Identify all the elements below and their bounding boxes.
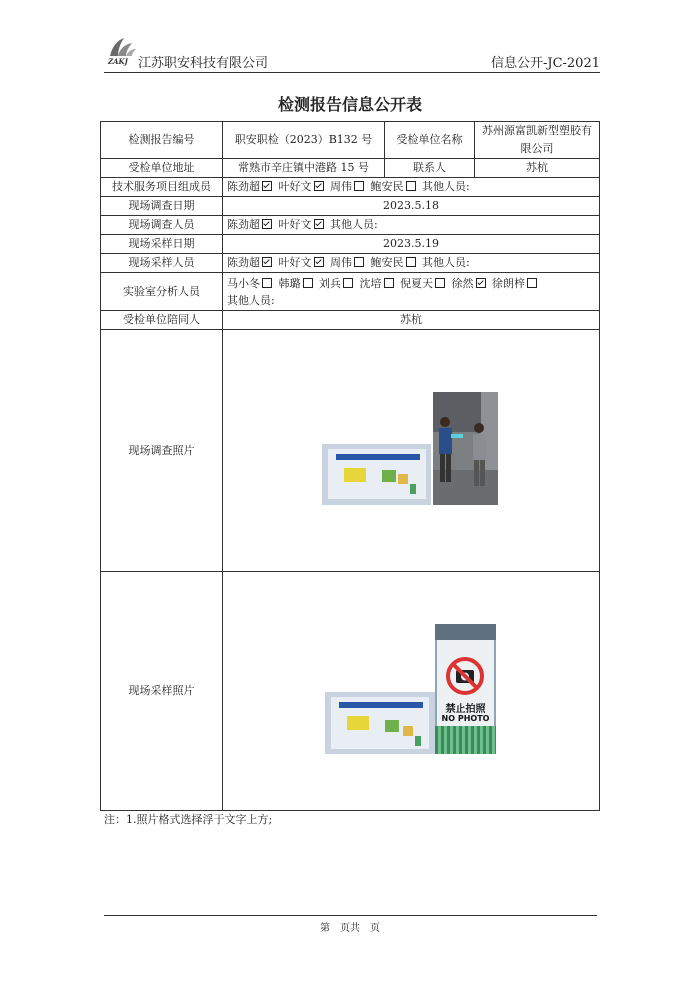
table-row <box>101 216 600 235</box>
company-logo <box>104 34 138 66</box>
member-name: 陈劲超 <box>227 218 260 231</box>
member-name: 倪夏天 <box>400 276 433 290</box>
sample-staff <box>223 254 600 273</box>
checkbox[interactable] <box>314 219 324 229</box>
document-id: 信息公开-JC-2021 <box>490 56 600 71</box>
table-row <box>101 197 600 216</box>
survey-staff-label: 现场调查人员 <box>101 216 223 235</box>
table-row <box>101 273 600 311</box>
member-name: 刘兵 <box>319 276 341 290</box>
checkbox[interactable] <box>527 278 537 288</box>
checkbox[interactable] <box>303 278 313 288</box>
escort: 苏杭 <box>223 311 600 330</box>
unit-name: 苏州源富凯新型塑胶有限公司 <box>475 122 600 159</box>
address: 常熟市辛庄镇中港路 15 号 <box>223 159 385 178</box>
member-name: 陈劲超 <box>227 180 260 193</box>
checkbox[interactable] <box>406 181 416 191</box>
checkbox[interactable] <box>262 219 272 229</box>
table-row <box>101 572 600 811</box>
address-label: 受检单位地址 <box>101 159 223 178</box>
others-label: 其他人员: <box>227 293 275 307</box>
report-no: 职安职检（2023）B132 号 <box>223 122 385 159</box>
others-label: 其他人员: <box>422 256 470 269</box>
survey-staff <box>223 216 600 235</box>
table-row <box>101 254 600 273</box>
table-row <box>101 122 600 159</box>
member-name: 叶好文 <box>278 180 312 193</box>
table-row <box>101 235 600 254</box>
contact: 苏杭 <box>475 159 600 178</box>
checkbox[interactable] <box>406 257 416 267</box>
sample-photo-label: 现场采样照片 <box>101 572 223 811</box>
sample-date: 2023.5.19 <box>223 235 600 254</box>
member-name: 沈培 <box>359 276 382 290</box>
survey-photo-people <box>433 392 498 505</box>
sample-photo-sign <box>435 624 496 754</box>
checkbox[interactable] <box>354 257 364 267</box>
survey-date: 2023.5.18 <box>223 197 600 216</box>
others-label: 其他人员: <box>422 180 470 193</box>
unit-name-label: 受检单位名称 <box>385 122 475 159</box>
member-name: 鲍安民 <box>370 180 404 193</box>
table-row <box>101 178 600 197</box>
page-number: 第 页共 页 <box>320 923 380 934</box>
member-name: 韩璐 <box>278 276 301 290</box>
member-name: 徐朗梓 <box>492 276 525 290</box>
page-header <box>104 38 600 73</box>
checkbox[interactable] <box>262 257 272 267</box>
checkbox[interactable] <box>314 181 324 191</box>
member-name: 陈劲超 <box>227 256 260 269</box>
footer-rule <box>104 915 597 916</box>
member-name: 周伟 <box>330 180 352 193</box>
member-name: 周伟 <box>330 256 352 269</box>
checkbox[interactable] <box>262 278 272 288</box>
checkbox[interactable] <box>262 181 272 191</box>
sample-photo-board <box>325 692 435 754</box>
member-name: 马小冬 <box>227 276 260 290</box>
checkbox[interactable] <box>476 278 486 288</box>
sample-staff-label: 现场采样人员 <box>101 254 223 273</box>
company-name: 江苏职安科技有限公司 <box>138 56 269 71</box>
escort-label: 受检单位陪同人 <box>101 311 223 330</box>
team-label: 技术服务项目组成员 <box>101 178 223 197</box>
team-members <box>223 178 600 197</box>
checkbox[interactable] <box>314 257 324 267</box>
page-title: 检测报告信息公开表 <box>277 95 422 114</box>
member-name: 叶好文 <box>278 256 312 269</box>
others-label: 其他人员: <box>330 218 378 231</box>
table-row <box>101 159 600 178</box>
checkbox[interactable] <box>435 278 445 288</box>
no-photo-cn: 禁止拍照 <box>445 704 486 715</box>
no-photo-en: NO PHOTO <box>441 714 490 723</box>
logo-text: ZAKJ <box>108 57 128 66</box>
note: 注：1.照片格式选择浮于文字上方; <box>104 813 273 826</box>
sample-photo-cell <box>223 572 600 811</box>
report-no-label: 检测报告编号 <box>101 122 223 159</box>
member-name: 鲍安民 <box>370 256 404 269</box>
survey-date-label: 现场调查日期 <box>101 197 223 216</box>
survey-photo-label: 现场调查照片 <box>101 330 223 572</box>
member-name: 叶好文 <box>278 218 312 231</box>
no-photo-icon <box>445 656 485 696</box>
checkbox[interactable] <box>343 278 353 288</box>
sample-date-label: 现场采样日期 <box>101 235 223 254</box>
member-name: 徐然 <box>451 276 474 290</box>
checkbox[interactable] <box>354 181 364 191</box>
checkbox[interactable] <box>384 278 394 288</box>
lab-staff <box>223 273 600 311</box>
table-row <box>101 311 600 330</box>
contact-label: 联系人 <box>385 159 475 178</box>
survey-photo-board <box>322 444 431 505</box>
lab-label: 实验室分析人员 <box>101 273 223 311</box>
